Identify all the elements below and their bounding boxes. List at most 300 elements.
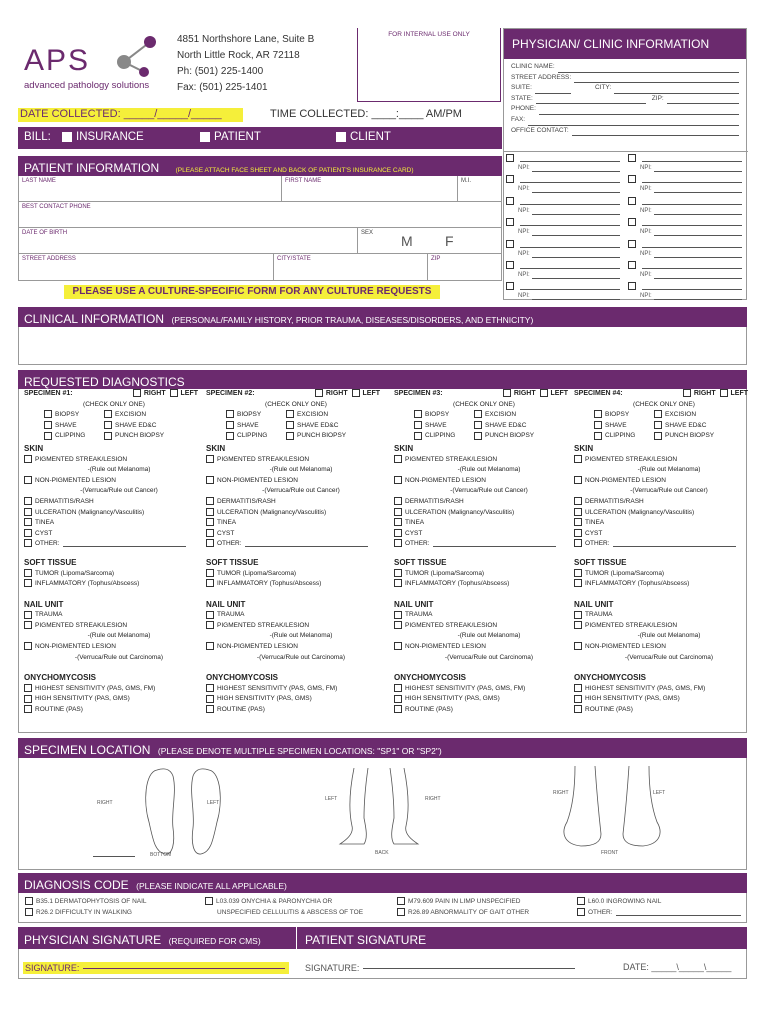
non-pigmented-lesion-option-checkbox[interactable] — [574, 476, 582, 484]
cyst-option-checkbox[interactable] — [24, 529, 32, 537]
npi-number-line[interactable] — [654, 299, 742, 300]
tumor-option[interactable] — [394, 569, 574, 580]
dermatitis-option-checkbox[interactable] — [394, 497, 402, 505]
tumor-option-checkbox[interactable] — [574, 569, 582, 577]
npi-checkbox[interactable] — [628, 175, 636, 183]
code-l600-checkbox[interactable] — [577, 897, 585, 905]
client-checkbox[interactable] — [336, 132, 346, 142]
tumor-option-checkbox[interactable] — [394, 569, 402, 577]
clipping-option[interactable] — [226, 431, 286, 442]
skin-other-checkbox[interactable] — [574, 539, 582, 547]
npi-name-line[interactable] — [642, 182, 742, 183]
high-sensitivity-option-checkbox[interactable] — [574, 695, 582, 703]
npi-entry[interactable] — [506, 261, 624, 281]
routine-option-checkbox[interactable] — [394, 705, 402, 713]
left-option[interactable] — [352, 390, 381, 397]
high-sensitivity-option-checkbox[interactable] — [24, 695, 32, 703]
npi-number-line[interactable] — [654, 257, 742, 258]
dermatitis-option-checkbox[interactable] — [24, 497, 32, 505]
high-sensitivity-option[interactable] — [206, 694, 386, 705]
npi-checkbox[interactable] — [506, 218, 514, 226]
excision-option[interactable] — [104, 410, 174, 421]
npi-checkbox[interactable] — [628, 197, 636, 205]
npi-checkbox[interactable] — [628, 240, 636, 248]
npi-number-line[interactable] — [532, 214, 620, 215]
bill-client-option[interactable] — [336, 131, 391, 143]
code-r2689-checkbox[interactable] — [397, 908, 405, 916]
non-pigmented-lesion-option-checkbox[interactable] — [206, 476, 214, 484]
ulceration-option[interactable] — [24, 508, 204, 519]
code-r262[interactable] — [25, 908, 147, 919]
npi-entry[interactable] — [628, 240, 746, 260]
legs-back-diagram[interactable] — [334, 768, 424, 848]
routine-option[interactable] — [394, 705, 574, 716]
routine-option[interactable] — [206, 705, 386, 716]
dermatitis-option[interactable] — [574, 497, 754, 508]
pigmented-lesion-option[interactable] — [574, 455, 754, 466]
location-diagrams[interactable] — [18, 758, 747, 870]
npi-checkbox[interactable] — [628, 218, 636, 226]
nail-pigmented-option-checkbox[interactable] — [206, 621, 214, 629]
inflammatory-option-checkbox[interactable] — [574, 579, 582, 587]
npi-number-line[interactable] — [654, 214, 742, 215]
ulceration-option-checkbox[interactable] — [206, 508, 214, 516]
dermatitis-option-checkbox[interactable] — [206, 497, 214, 505]
pigmented-lesion-option[interactable] — [394, 455, 574, 466]
shave-edc-option[interactable] — [104, 421, 174, 432]
biopsy-option[interactable] — [44, 410, 104, 421]
skin-other-option[interactable] — [394, 539, 574, 550]
nail-pigmented-option-checkbox[interactable] — [394, 621, 402, 629]
biopsy-option[interactable] — [414, 410, 474, 421]
npi-number-line[interactable] — [654, 278, 742, 279]
city-field[interactable] — [614, 83, 739, 94]
left-option[interactable] — [720, 390, 749, 397]
fax-field[interactable] — [528, 115, 739, 126]
left-option[interactable] — [170, 390, 199, 397]
tinea-option[interactable] — [394, 518, 574, 529]
right-option[interactable] — [683, 390, 716, 397]
highest-sensitivity-option-checkbox[interactable] — [394, 684, 402, 692]
ulceration-option[interactable] — [394, 508, 574, 519]
nail-non-pigmented-option-checkbox[interactable] — [24, 642, 32, 650]
npi-checkbox[interactable] — [506, 175, 514, 183]
skin-other-option[interactable] — [206, 539, 386, 550]
npi-name-line[interactable] — [642, 204, 742, 205]
cyst-option-checkbox[interactable] — [574, 529, 582, 537]
biopsy-option[interactable] — [226, 410, 286, 421]
nail-non-pigmented-option-checkbox[interactable] — [394, 642, 402, 650]
highest-sensitivity-option[interactable] — [24, 684, 204, 695]
code-other-field[interactable] — [616, 908, 741, 916]
tumor-option-checkbox[interactable] — [24, 569, 32, 577]
npi-number-line[interactable] — [654, 171, 742, 172]
left-checkbox[interactable] — [170, 389, 178, 397]
npi-name-line[interactable] — [520, 204, 620, 205]
highest-sensitivity-option-checkbox[interactable] — [574, 684, 582, 692]
excision-option-checkbox[interactable] — [474, 410, 482, 418]
punch-biopsy-option[interactable] — [104, 431, 174, 442]
patient-checkbox[interactable] — [200, 132, 210, 142]
code-l600[interactable] — [577, 897, 741, 908]
npi-name-line[interactable] — [520, 161, 620, 162]
npi-name-line[interactable] — [520, 289, 620, 290]
clinic-name-field[interactable] — [558, 62, 739, 73]
shave-edc-option-checkbox[interactable] — [286, 421, 294, 429]
nail-non-pigmented-option-checkbox[interactable] — [574, 642, 582, 650]
shave-edc-option-checkbox[interactable] — [654, 421, 662, 429]
high-sensitivity-option[interactable] — [24, 694, 204, 705]
code-m79609[interactable] — [397, 897, 529, 908]
nail-non-pigmented-option-checkbox[interactable] — [206, 642, 214, 650]
excision-option-checkbox[interactable] — [104, 410, 112, 418]
clipping-option-checkbox[interactable] — [414, 432, 422, 440]
routine-option-checkbox[interactable] — [574, 705, 582, 713]
phone-field[interactable] — [539, 104, 739, 115]
suite-field[interactable] — [535, 83, 571, 94]
inflammatory-option-checkbox[interactable] — [24, 579, 32, 587]
nail-pigmented-option-checkbox[interactable] — [24, 621, 32, 629]
code-r262-checkbox[interactable] — [25, 908, 33, 916]
trauma-option-checkbox[interactable] — [574, 611, 582, 619]
nail-pigmented-option-checkbox[interactable] — [574, 621, 582, 629]
skin-other-option[interactable] — [24, 539, 204, 550]
cyst-option[interactable] — [206, 529, 386, 540]
tinea-option-checkbox[interactable] — [206, 518, 214, 526]
shave-edc-option[interactable] — [286, 421, 356, 432]
code-r2689[interactable] — [397, 908, 529, 919]
excision-option-label: EXCISION — [115, 411, 147, 419]
tinea-option-checkbox[interactable] — [24, 518, 32, 526]
shave-option-checkbox[interactable] — [226, 421, 234, 429]
non-pigmented-lesion-option[interactable] — [24, 476, 204, 487]
sex-f-option[interactable]: F — [445, 233, 454, 249]
trauma-option-checkbox[interactable] — [394, 611, 402, 619]
clipping-option-checkbox[interactable] — [226, 432, 234, 440]
biopsy-option[interactable] — [594, 410, 654, 421]
npi-number-line[interactable] — [532, 299, 620, 300]
pigmented-lesion-option[interactable] — [206, 455, 386, 466]
date-collected[interactable] — [18, 108, 243, 122]
npi-entry[interactable] — [628, 197, 746, 217]
phone-row[interactable] — [19, 202, 501, 228]
name-row[interactable] — [19, 176, 501, 202]
pigmented-lesion-option-checkbox[interactable] — [394, 455, 402, 463]
npi-entry[interactable] — [506, 175, 624, 195]
left-option[interactable] — [540, 390, 569, 397]
cyst-option[interactable] — [24, 529, 204, 540]
cyst-option[interactable] — [394, 529, 574, 540]
right-checkbox[interactable] — [315, 389, 323, 397]
right-option[interactable] — [503, 390, 536, 397]
excision-option-checkbox[interactable] — [654, 410, 662, 418]
npi-number-line[interactable] — [532, 278, 620, 279]
non-pigmented-lesion-option[interactable] — [206, 476, 386, 487]
clipping-option-checkbox[interactable] — [44, 432, 52, 440]
routine-option[interactable] — [574, 705, 754, 716]
nail-pigmented-option[interactable] — [394, 621, 574, 632]
ulceration-option-checkbox[interactable] — [574, 508, 582, 516]
nail-non-pigmented-option[interactable] — [206, 642, 386, 653]
clipping-option[interactable] — [594, 431, 654, 442]
npi-entry[interactable] — [628, 154, 746, 174]
skin-other-checkbox[interactable] — [24, 539, 32, 547]
nail-pigmented-option[interactable] — [206, 621, 386, 632]
npi-name-line[interactable] — [642, 268, 742, 269]
trauma-option[interactable] — [206, 610, 386, 621]
npi-checkbox[interactable] — [506, 154, 514, 162]
npi-name-line[interactable] — [520, 268, 620, 269]
street-field[interactable] — [574, 73, 739, 84]
zip-label: ZIP: — [651, 94, 664, 102]
shave-edc-option-checkbox[interactable] — [474, 421, 482, 429]
cyst-option-checkbox[interactable] — [394, 529, 402, 537]
nail-pigmented-option[interactable] — [574, 621, 754, 632]
ulceration-option[interactable] — [206, 508, 386, 519]
npi-name-line[interactable] — [520, 182, 620, 183]
punch-biopsy-option[interactable] — [286, 431, 356, 442]
npi-entry[interactable] — [506, 282, 624, 302]
code-l03039[interactable] — [205, 897, 363, 908]
ulceration-option-checkbox[interactable] — [394, 508, 402, 516]
shave-option[interactable] — [44, 421, 104, 432]
npi-checkbox[interactable] — [506, 240, 514, 248]
npi-checkbox[interactable] — [506, 197, 514, 205]
highest-sensitivity-option[interactable] — [206, 684, 386, 695]
npi-entry[interactable] — [506, 154, 624, 174]
nail-pigmented-option[interactable] — [24, 621, 204, 632]
shave-option-checkbox[interactable] — [44, 421, 52, 429]
dermatitis-option[interactable] — [206, 497, 386, 508]
trauma-option[interactable] — [394, 610, 574, 621]
dermatitis-option[interactable] — [24, 497, 204, 508]
pigmented-lesion-option-checkbox[interactable] — [206, 455, 214, 463]
highest-sensitivity-option[interactable] — [574, 684, 754, 695]
office-contact-field[interactable] — [572, 126, 739, 137]
inflammatory-option-checkbox[interactable] — [394, 579, 402, 587]
trauma-option-checkbox[interactable] — [206, 611, 214, 619]
npi-entry[interactable] — [628, 282, 746, 302]
suite-label: SUITE: — [511, 84, 532, 92]
tinea-option[interactable] — [574, 518, 754, 529]
highest-sensitivity-option[interactable] — [394, 684, 574, 695]
dermatitis-option-checkbox[interactable] — [574, 497, 582, 505]
punch-biopsy-option-checkbox[interactable] — [654, 432, 662, 440]
routine-option[interactable] — [24, 705, 204, 716]
high-sensitivity-option[interactable] — [394, 694, 574, 705]
npi-checkbox[interactable] — [628, 154, 636, 162]
clipping-option[interactable] — [414, 431, 474, 442]
biopsy-option-checkbox[interactable] — [594, 410, 602, 418]
biopsy-option-checkbox[interactable] — [226, 410, 234, 418]
cyst-option[interactable] — [574, 529, 754, 540]
nail-non-pigmented-option[interactable] — [394, 642, 574, 653]
punch-biopsy-option[interactable] — [474, 431, 544, 442]
procedure-options — [394, 410, 574, 442]
npi-checkbox[interactable] — [506, 261, 514, 269]
tumor-option[interactable] — [24, 569, 204, 580]
pigmented-lesion-option-checkbox[interactable] — [574, 455, 582, 463]
nail-non-pigmented-option[interactable] — [24, 642, 204, 653]
tumor-option[interactable] — [574, 569, 754, 580]
npi-number-line[interactable] — [532, 235, 620, 236]
left-checkbox[interactable] — [352, 389, 360, 397]
nail-non-pigmented-option[interactable] — [574, 642, 754, 653]
tinea-option[interactable] — [24, 518, 204, 529]
non-pigmented-lesion-option-checkbox[interactable] — [394, 476, 402, 484]
clinical-info-field[interactable] — [18, 327, 747, 365]
highest-sensitivity-option-checkbox[interactable] — [206, 684, 214, 692]
npi-checkbox[interactable] — [628, 261, 636, 269]
skin-other-field[interactable] — [613, 539, 736, 547]
shave-option[interactable] — [414, 421, 474, 432]
tinea-option-checkbox[interactable] — [394, 518, 402, 526]
npi-checkbox[interactable] — [628, 282, 636, 290]
npi-name-line[interactable] — [520, 247, 620, 248]
npi-entry[interactable] — [628, 218, 746, 238]
tinea-option-checkbox[interactable] — [574, 518, 582, 526]
high-sensitivity-option[interactable] — [574, 694, 754, 705]
npi-name-line[interactable] — [642, 289, 742, 290]
right-checkbox[interactable] — [503, 389, 511, 397]
bill-insurance-option[interactable] — [62, 131, 144, 143]
time-collected[interactable] — [270, 108, 462, 120]
non-pigmented-lesion-option-checkbox[interactable] — [24, 476, 32, 484]
address-row[interactable] — [19, 254, 501, 280]
onychomycosis-heading: ONYCHOMYCOSIS — [24, 673, 97, 683]
tumor-option-checkbox[interactable] — [206, 569, 214, 577]
npi-name-line[interactable] — [642, 161, 742, 162]
trauma-option[interactable] — [574, 610, 754, 621]
excision-option[interactable] — [474, 410, 544, 421]
ulceration-option[interactable] — [574, 508, 754, 519]
high-sensitivity-option-checkbox[interactable] — [394, 695, 402, 703]
pigmented-lesion-option-label: PIGMENTED STREAK/LESION — [35, 455, 128, 463]
trauma-option[interactable] — [24, 610, 204, 621]
inflammatory-option-checkbox[interactable] — [206, 579, 214, 587]
biopsy-option-checkbox[interactable] — [44, 410, 52, 418]
left-checkbox[interactable] — [540, 389, 548, 397]
shave-edc-option-checkbox[interactable] — [104, 421, 112, 429]
state-field[interactable] — [536, 94, 646, 105]
shave-option-checkbox[interactable] — [414, 421, 422, 429]
pigmented-lesion-option[interactable] — [24, 455, 204, 466]
code-m79609-checkbox[interactable] — [397, 897, 405, 905]
cyst-option-checkbox[interactable] — [206, 529, 214, 537]
tinea-option[interactable] — [206, 518, 386, 529]
patient-signature-date[interactable] — [623, 962, 731, 972]
shave-option[interactable] — [226, 421, 286, 432]
punch-biopsy-option[interactable] — [654, 431, 724, 442]
non-pigmented-lesion-option[interactable] — [394, 476, 574, 487]
npi-entry[interactable] — [628, 261, 746, 281]
clipping-option-checkbox[interactable] — [594, 432, 602, 440]
inflammatory-option[interactable] — [394, 579, 574, 590]
npi-checkbox[interactable] — [506, 282, 514, 290]
shave-option[interactable] — [594, 421, 654, 432]
skin-other-checkbox[interactable] — [394, 539, 402, 547]
inflammatory-option[interactable] — [24, 579, 204, 590]
npi-name-line[interactable] — [642, 225, 742, 226]
skin-other-option[interactable] — [574, 539, 754, 550]
highest-sensitivity-option-checkbox[interactable] — [24, 684, 32, 692]
shave-edc-option[interactable] — [654, 421, 724, 432]
ulceration-option-checkbox[interactable] — [24, 508, 32, 516]
high-sensitivity-option-checkbox[interactable] — [206, 695, 214, 703]
routine-option-checkbox[interactable] — [24, 705, 32, 713]
punch-biopsy-option-checkbox[interactable] — [104, 432, 112, 440]
code-b351-checkbox[interactable] — [25, 897, 33, 905]
npi-entry[interactable] — [628, 175, 746, 195]
punch-biopsy-option-checkbox[interactable] — [286, 432, 294, 440]
excision-option-checkbox[interactable] — [286, 410, 294, 418]
feet-bottom-diagram[interactable] — [137, 762, 237, 858]
tumor-option[interactable] — [206, 569, 386, 580]
code-b351[interactable] — [25, 897, 147, 908]
non-pigmented-lesion-option[interactable] — [574, 476, 754, 487]
npi-number-line[interactable] — [654, 192, 742, 193]
right-option[interactable] — [315, 390, 348, 397]
skin-other-field[interactable] — [245, 539, 368, 547]
npi-number-line[interactable] — [532, 171, 620, 172]
shave-edc-option[interactable] — [474, 421, 544, 432]
code-l03039-checkbox[interactable] — [205, 897, 213, 905]
left-checkbox[interactable] — [720, 389, 728, 397]
city-state-label: CITY/STATE — [277, 256, 311, 262]
shave-option-checkbox[interactable] — [594, 421, 602, 429]
excision-option[interactable] — [654, 410, 724, 421]
excision-option[interactable] — [286, 410, 356, 421]
code-l600-label: L60.0 INGROWING NAIL — [588, 898, 662, 905]
sex-m-option[interactable]: M — [401, 233, 413, 249]
physician-signature-field[interactable] — [23, 962, 289, 974]
npi-number-line[interactable] — [532, 257, 620, 258]
trauma-option-checkbox[interactable] — [24, 611, 32, 619]
dob-row[interactable] — [19, 228, 501, 254]
npi-entry[interactable] — [506, 240, 624, 260]
feet-front-diagram[interactable] — [557, 766, 667, 852]
code-other-checkbox[interactable] — [577, 908, 585, 916]
inflammatory-option[interactable] — [574, 579, 754, 590]
zip-field[interactable] — [667, 94, 739, 105]
shave-edc-option-label: SHAVE ED&C — [485, 421, 527, 429]
npi-entry[interactable] — [506, 218, 624, 238]
time-collected-label: TIME COLLECTED: ____:____ AM/PM — [270, 108, 462, 120]
routine-option-checkbox[interactable] — [206, 705, 214, 713]
right-checkbox[interactable] — [133, 389, 141, 397]
bill-patient-option[interactable] — [200, 131, 261, 143]
npi-name-line[interactable] — [520, 225, 620, 226]
right-checkbox[interactable] — [683, 389, 691, 397]
npi-name-line[interactable] — [642, 247, 742, 248]
biopsy-option-checkbox[interactable] — [414, 410, 422, 418]
npi-number-line[interactable] — [654, 235, 742, 236]
skin-other-field[interactable] — [63, 539, 186, 547]
clipping-option[interactable] — [44, 431, 104, 442]
patient-signature-field[interactable] — [305, 962, 575, 974]
insurance-checkbox[interactable] — [62, 132, 72, 142]
right-option[interactable] — [133, 390, 166, 397]
npi-number-line[interactable] — [532, 192, 620, 193]
dermatitis-option[interactable] — [394, 497, 574, 508]
skin-other-field[interactable] — [433, 539, 556, 547]
pigmented-lesion-option-checkbox[interactable] — [24, 455, 32, 463]
code-other[interactable] — [577, 908, 741, 919]
npi-entry[interactable] — [506, 197, 624, 217]
inflammatory-option[interactable] — [206, 579, 386, 590]
punch-biopsy-option-checkbox[interactable] — [474, 432, 482, 440]
skin-other-checkbox[interactable] — [206, 539, 214, 547]
